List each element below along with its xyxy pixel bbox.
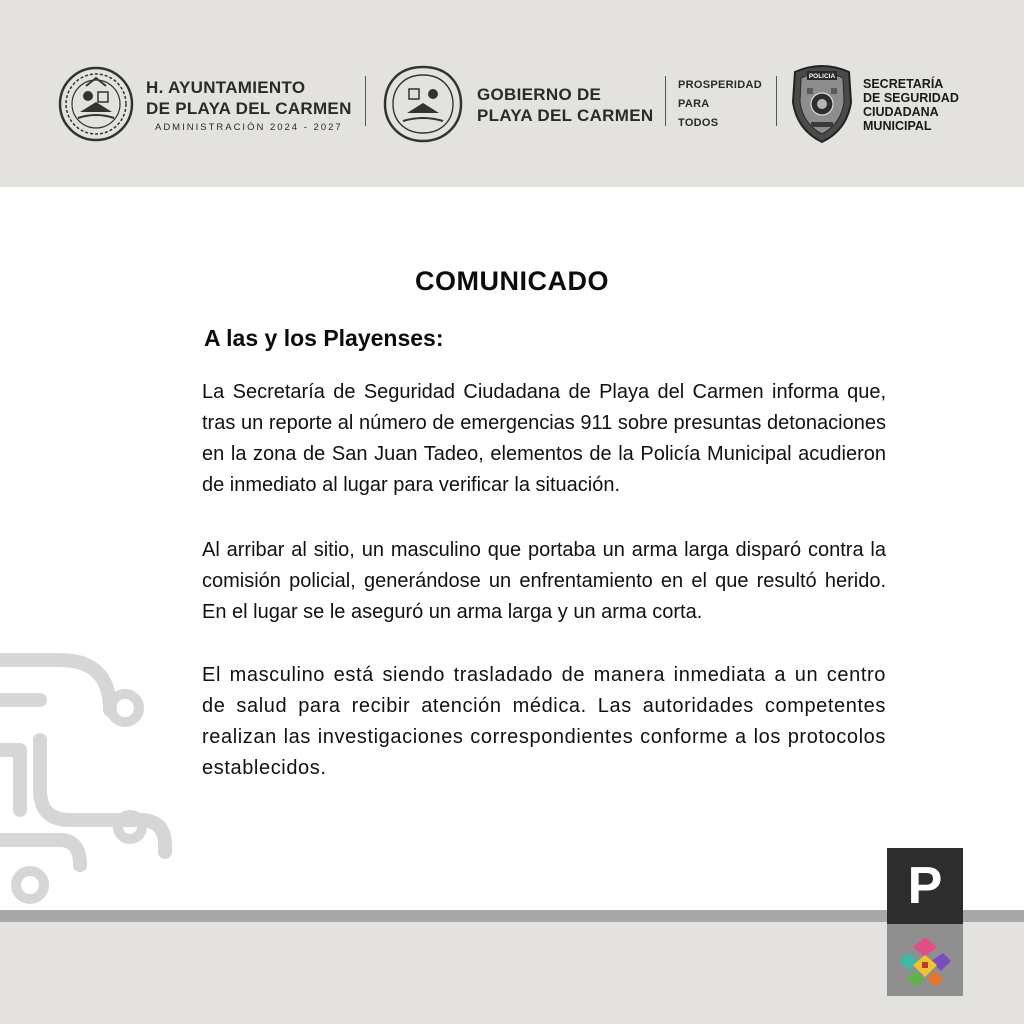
ayuntamiento-seal-icon: [58, 66, 134, 142]
administracion-period: ADMINISTRACIÓN 2024 - 2027: [154, 122, 343, 133]
colorful-emblem-icon: [897, 933, 953, 989]
slogan-line3: TODOS: [678, 117, 719, 129]
footer: [0, 922, 1024, 1024]
ayuntamiento-name-line1: H. AYUNTAMIENTO: [146, 78, 306, 97]
secretaria-line3: CIUDADANA: [863, 105, 939, 119]
brand-p-logo: P: [907, 857, 943, 915]
secretaria-line2: DE SEGURIDAD: [863, 91, 959, 105]
footer-band: [0, 910, 1024, 922]
document-title: COMUNICADO: [415, 266, 609, 296]
header-divider: [665, 76, 666, 126]
decorative-circuit-pattern: [0, 640, 175, 910]
slogan-line1: PROSPERIDAD: [678, 79, 762, 91]
gobierno-name-line1: GOBIERNO DE: [477, 85, 602, 104]
header-banner: [0, 0, 1024, 187]
header-divider: [776, 76, 777, 126]
gobierno-name-line2: PLAYA DEL CARMEN: [477, 106, 654, 125]
paragraph-1: La Secretaría de Seguridad Ciudadana de Playa del Carmen informa que, tras un reporte al número de emergencias 911 sobre presuntas detonaciones en la zona de San Juan Tadeo, elementos de la Policía Municipal acudieron de inmediato al lugar para verificar la situación.: [202, 381, 886, 496]
paragraph-2: Al arribar al sitio, un masculino que portaba un arma larga disparó contra la comisión policial, generándose un enfrentamiento en el que resultó herido. En el lugar se le aseguró un arma larga y un arma corta.: [202, 539, 886, 623]
slogan-line2: PARA: [678, 98, 710, 110]
document-greeting: A las y los Playenses:: [204, 325, 444, 351]
ayuntamiento-name-line2: DE PLAYA DEL CARMEN: [146, 99, 352, 118]
police-badge-icon: [789, 62, 855, 144]
paragraph-3: El masculino está siendo trasladado de manera inmediata a un centro de salud para recibir atención médica. Las autoridades competentes realizan las investigaciones correspondientes conforme a los protocolos establecidos.: [202, 664, 886, 779]
secretaria-line1: SECRETARÍA: [863, 77, 944, 91]
badge-label: POLICIA: [808, 73, 836, 80]
gobierno-seal-icon: [381, 63, 465, 145]
secretaria-line4: MUNICIPAL: [863, 119, 932, 133]
header-divider: [365, 76, 366, 126]
